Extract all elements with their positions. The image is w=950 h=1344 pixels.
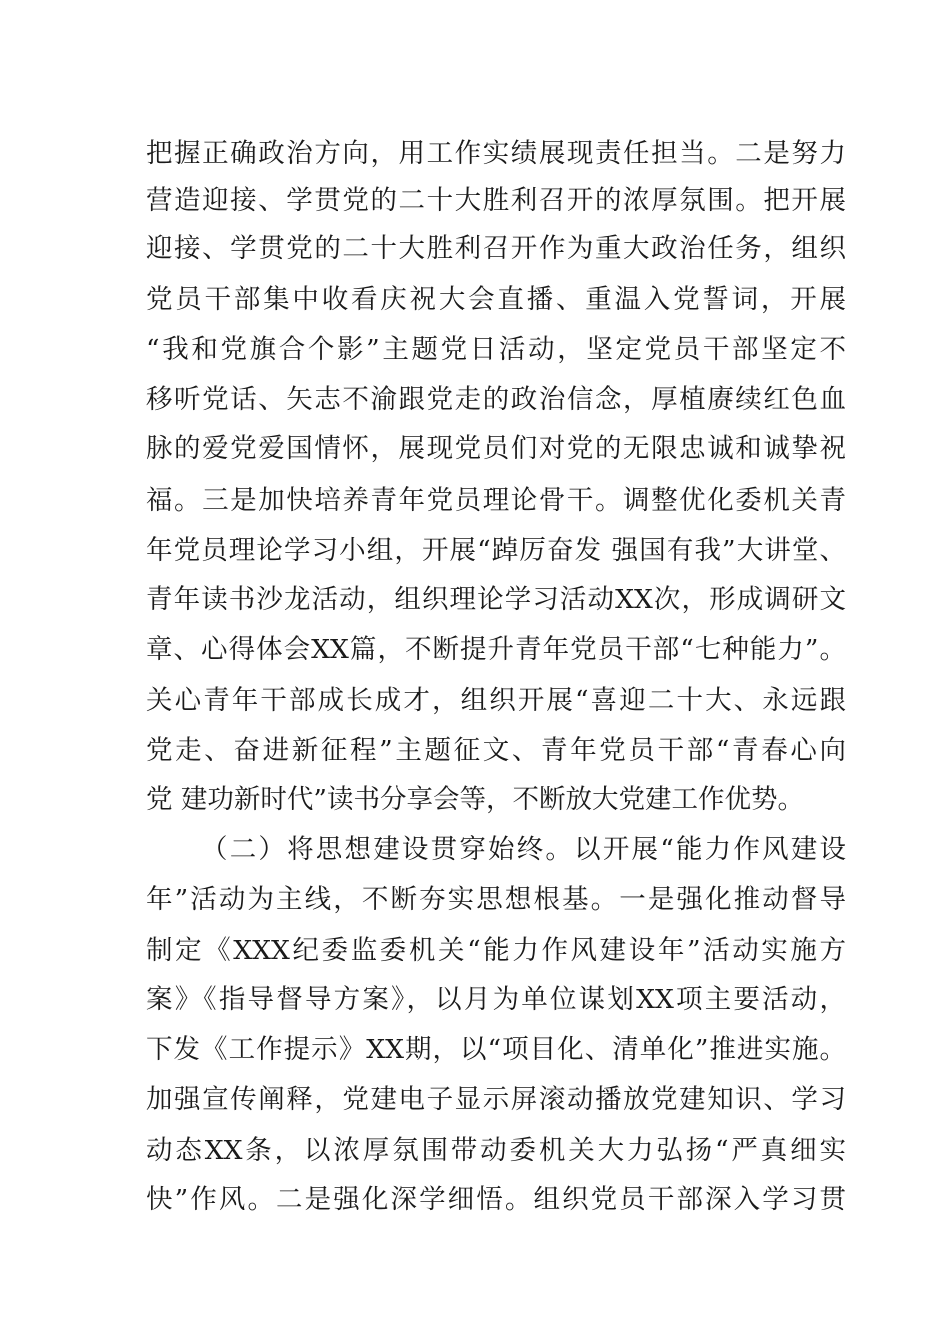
text-line: 福。三是加快培养青年党员理论骨干。调整优化委机关青 xyxy=(146,485,846,516)
text-line: 制定《XXX纪委监委机关“能力作风建设年”活动实施方 xyxy=(146,935,846,966)
text-line: 迎接、学贯党的二十大胜利召开作为重大政治任务，组织 xyxy=(146,233,846,264)
text-line: 关心青年干部成长成才，组织开展“喜迎二十大、永远跟 xyxy=(146,685,846,716)
text-line: 党 建功新时代”读书分享会等，不断放大党建工作优势。 xyxy=(146,784,804,815)
text-line: 章、心得体会XX篇，不断提升青年党员干部“七种能力”。 xyxy=(146,634,846,665)
text-line: 快”作风。二是强化深学细悟。组织党员干部深入学习贯 xyxy=(146,1184,846,1215)
text-line: 移听党话、矢志不渝跟党走的政治信念，厚植赓续红色血 xyxy=(146,384,846,415)
text-line: 年”活动为主线，不断夯实思想根基。一是强化推动督导 xyxy=(146,884,846,915)
text-line: 案》《指导督导方案》，以月为单位谋划XX项主要活动， xyxy=(146,984,846,1015)
text-line: 把握正确政治方向，用工作实绩展现责任担当。二是努力 xyxy=(146,138,846,169)
text-line: 营造迎接、学贯党的二十大胜利召开的浓厚氛围。把开展 xyxy=(146,185,846,216)
text-line: 青年读书沙龙活动，组织理论学习活动XX次，形成调研文 xyxy=(146,584,846,615)
text-line: 下发《工作提示》XX期，以“项目化、清单化”推进实施。 xyxy=(146,1034,846,1065)
text-line: 脉的爱党爱国情怀，展现党员们对党的无限忠诚和诚挚祝 xyxy=(146,433,846,464)
text-line: 加强宣传阐释，党建电子显示屏滚动播放党建知识、学习 xyxy=(146,1084,846,1115)
text-line: 动态XX条，以浓厚氛围带动委机关大力弘扬“严真细实 xyxy=(146,1135,846,1166)
text-line: 年党员理论学习小组，开展“踔厉奋发 强国有我”大讲堂、 xyxy=(146,535,846,566)
text-line: 党走、奋进新征程”主题征文、青年党员干部“青春心向 xyxy=(146,735,846,766)
text-line: “我和党旗合个影”主题党日活动，坚定党员干部坚定不 xyxy=(146,334,846,365)
section-heading-line: （二）将思想建设贯穿始终。以开展“能力作风建设 xyxy=(201,834,846,865)
text-line: 党员干部集中收看庆祝大会直播、重温入党誓词，开展 xyxy=(146,284,846,315)
